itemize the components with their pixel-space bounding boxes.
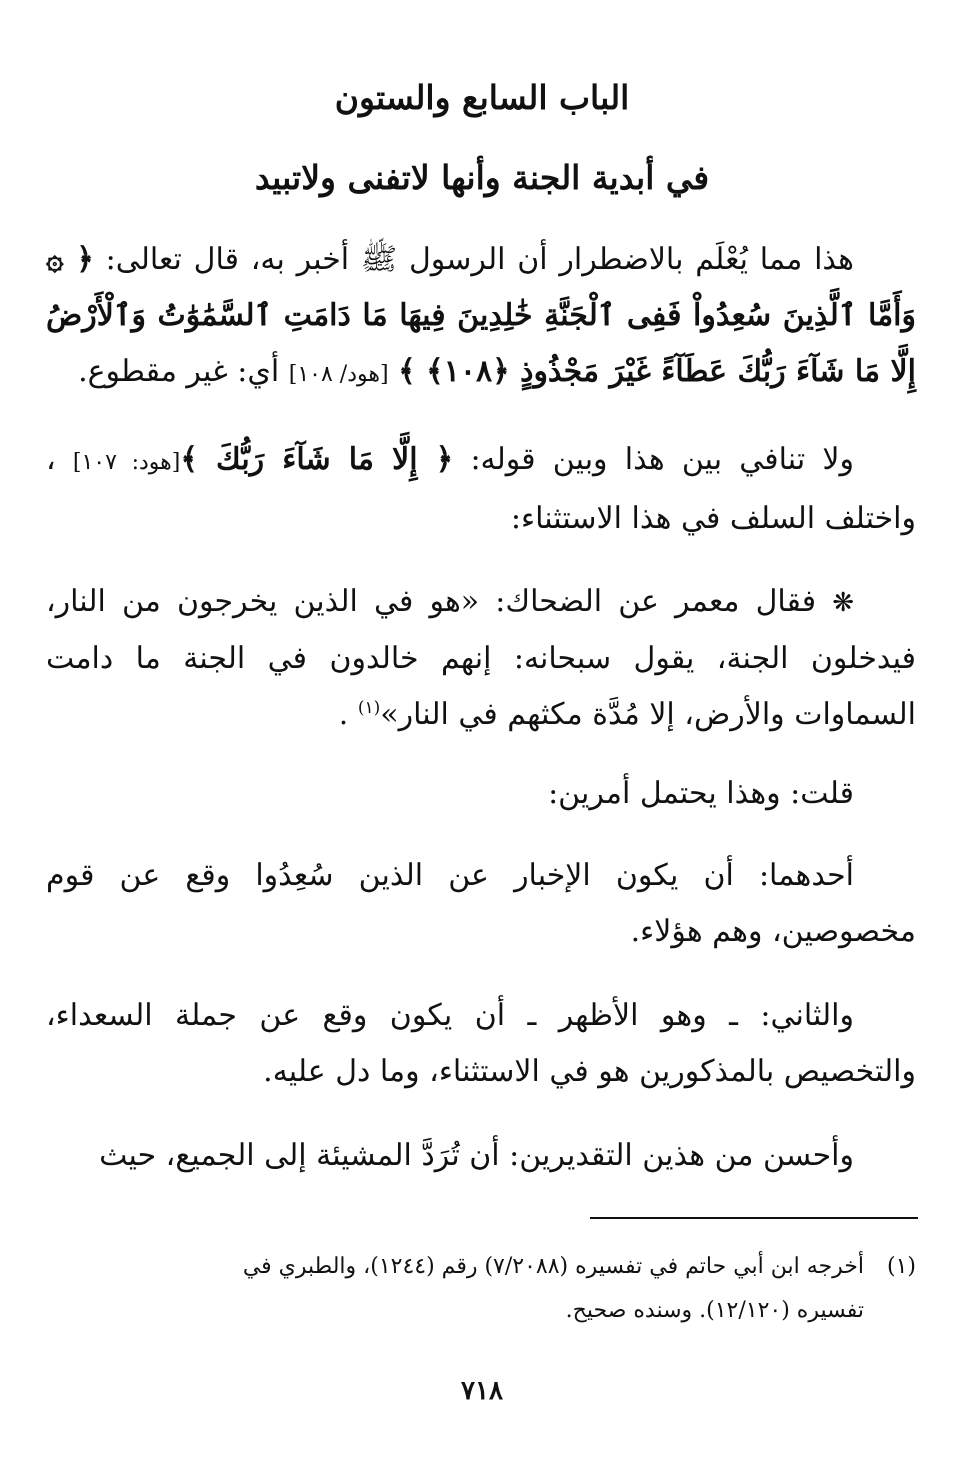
footnote-number: (١) <box>886 1254 916 1279</box>
footnote-divider <box>590 1217 918 1219</box>
footnote-marker: (١) <box>357 698 381 718</box>
p3-text: فقال معمر عن الضحاك: «هو في الذين يخرجون من النار، فيدخلون الجنة، يقول سبحانه: إنهم خالدون في الجنة ما دامت السماوات والأرض، إلا مُدَّة مكثهم في النار» <box>46 584 916 732</box>
paragraph-2 <box>46 432 916 547</box>
chapter-subtitle: في أبدية الجنة وأنها لاتفنى ولاتبيد <box>254 158 710 197</box>
footnote-line-1 <box>44 1245 916 1289</box>
footnote-text-1: أخرجه ابن أبي حاتم في تفسيره (٧/٢٠٨٨) رقم (١٢٤٤)، والطبري في <box>242 1254 864 1279</box>
paragraph-5: أحدهما: أن يكون الإخبار عن الذين سُعِدُوا وقع عن قوم مخصوصين، وهم هؤلاء. <box>46 858 916 949</box>
paragraph-3 <box>46 574 916 743</box>
asterisk-bullet-icon: ❋ <box>832 588 854 618</box>
p1-quran-verse: ﴿ ۞ وَأَمَّا ٱلَّذِينَ سُعِدُواْ فَفِى ٱلْجَنَّةِ خَٰلِدِينَ فِيهَا مَا دَامَتِ ٱلسَّمَٰوَٰتُ وَٱلْأَرْضُ إِلَّا مَا شَآءَ رَبُّكَ عَطَآءً غَيْرَ مَجْذُوذٍ ﴿١٠٨﴾ ﴾ <box>46 242 916 389</box>
chapter-title: الباب السابع والستون <box>334 78 630 117</box>
p1-outro: أي: غير مقطوع. <box>78 354 280 389</box>
footnote-line-2: تفسيره (١٢/١٢٠). وسنده صحيح. <box>565 1298 864 1323</box>
page-number: ٧١٨ <box>461 1376 503 1406</box>
p1-intro: هذا مما يُعْلَم بالاضطرار أن الرسول ﷺ أخبر به، قال تعالى: <box>105 242 854 277</box>
p1-verse-reference: [هود/ ١٠٨] <box>288 362 389 387</box>
p3-end: . <box>338 697 349 732</box>
paragraph-6: والثاني: ـ وهو الأظهر ـ أن يكون وقع عن جملة السعداء، والتخصيص بالمذكورين هو في الاستثناء، وما دل عليه. <box>46 998 916 1089</box>
p2-rest: ، واختلف السلف في هذا الاستثناء: <box>46 442 916 536</box>
p2-quran-verse: ﴿ إِلَّا مَا شَآءَ رَبُّكَ ﴾ <box>180 442 454 477</box>
p2-verse-reference: [هود: ١٠٧] <box>72 450 181 475</box>
paragraph-4: قلت: وهذا يحتمل أمرين: <box>548 776 854 811</box>
paragraph-1 <box>46 232 916 403</box>
footnote <box>44 1245 916 1333</box>
paragraph-7: وأحسن من هذين التقديرين: أن تُرَدَّ المشيئة إلى الجميع، حيث <box>99 1138 854 1173</box>
p2-lead: ولا تنافي بين هذا وبين قوله: <box>470 442 854 477</box>
